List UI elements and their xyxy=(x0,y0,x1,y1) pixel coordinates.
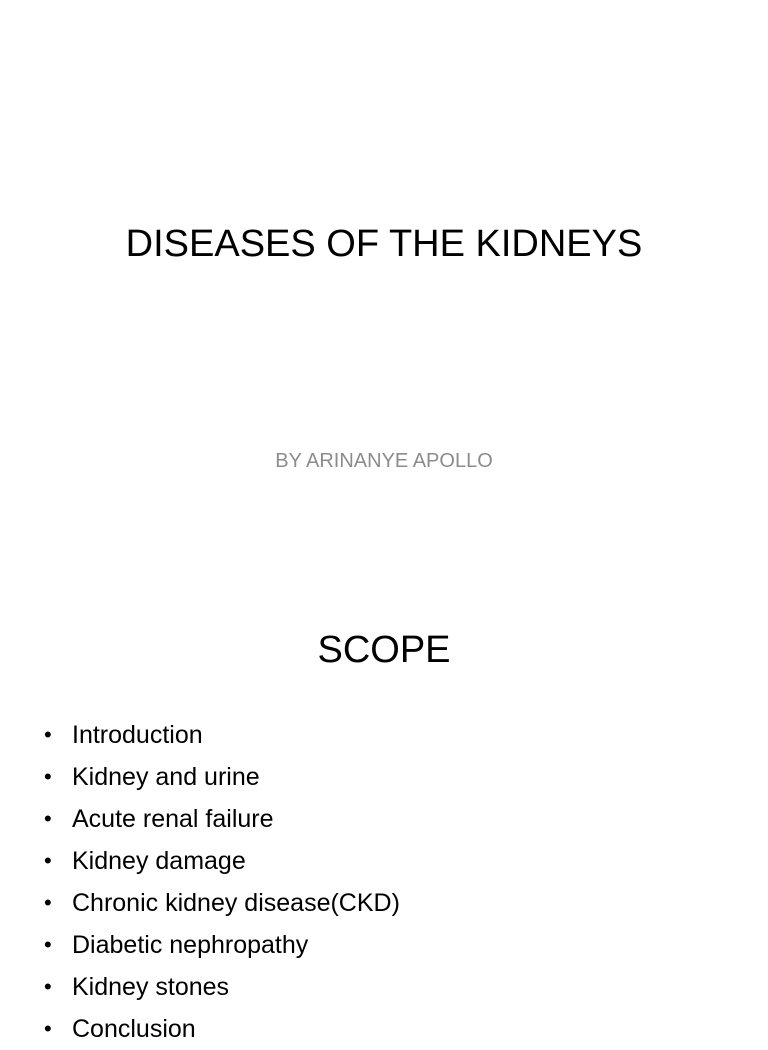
slide-subtitle: BY ARINANYE APOLLO xyxy=(275,450,493,472)
bullet-icon: • xyxy=(44,932,52,957)
list-item-text: Introduction xyxy=(72,721,203,749)
list-item-text: Acute renal failure xyxy=(72,805,274,833)
list-item-text: Conclusion xyxy=(72,1015,196,1043)
list-item xyxy=(42,756,400,798)
list-item xyxy=(42,714,400,756)
bullet-icon: • xyxy=(44,806,52,831)
list-item-text: Kidney damage xyxy=(72,847,246,875)
bullet-icon: • xyxy=(44,890,52,915)
list-item-text: Kidney and urine xyxy=(72,763,260,791)
bullet-icon: • xyxy=(44,764,52,789)
list-item xyxy=(42,1008,400,1050)
list-item-text: Chronic kidney disease(CKD) xyxy=(72,889,400,917)
list-item-text: Kidney stones xyxy=(72,973,230,1001)
slide-title: DISEASES OF THE KIDNEYS xyxy=(125,223,643,265)
scope-slide xyxy=(0,576,768,1043)
bullet-icon: • xyxy=(44,974,52,999)
list-item xyxy=(42,966,400,1008)
list-item xyxy=(42,882,400,924)
scope-bullet-list xyxy=(42,714,400,1050)
bullet-icon: • xyxy=(44,848,52,873)
list-item xyxy=(42,798,400,840)
scope-title: SCOPE xyxy=(317,629,451,671)
list-item-text: Diabetic nephropathy xyxy=(72,931,309,959)
list-item xyxy=(42,840,400,882)
bullet-icon: • xyxy=(44,1016,52,1041)
bullet-icon: • xyxy=(44,722,52,747)
list-item xyxy=(42,924,400,966)
